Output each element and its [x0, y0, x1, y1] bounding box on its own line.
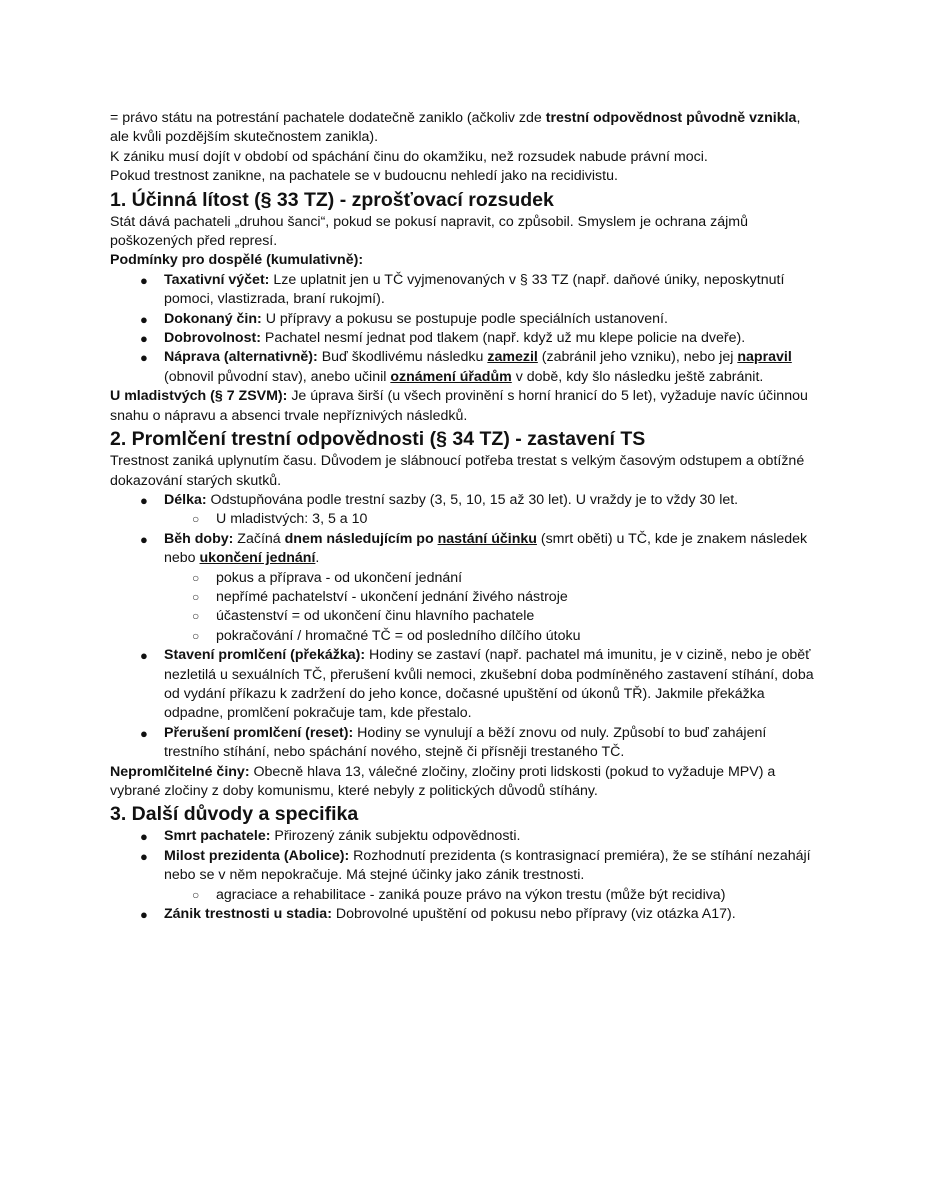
list-item: [110, 348, 822, 387]
item-text: Rozhodnutí prezidenta (s kontrasignací premiéra), že se stíhání nezahájí nebo se v něm nepokračuje. Má stejné účinky jako zánik trestnosti.: [164, 847, 811, 884]
underlined-term: ukončení jednání: [199, 550, 316, 567]
juveniles-text: Je úprava širší (u všech provinění s horní hranicí do 5 let), vyžaduje navíc účinnou snahu o nápravu a absenci trvale nepříznivých následků.: [110, 388, 808, 424]
section-2-description: Trestnost zaniká uplynutím času. Důvodem je slábnoucí potřeba trestat s velkým časovým odstupem a obtížné dokazování starých skutků.: [110, 453, 805, 489]
list-item: [110, 905, 822, 924]
bullet-icon: ●: [140, 907, 148, 923]
section-3-heading: 3. Další důvody a specifika: [110, 803, 359, 826]
item-text: Pachatel nesmí jednat pod tlakem (např. když už mu klepe policie na dveře).: [260, 330, 746, 347]
bullet-icon: ●: [140, 311, 148, 327]
item-term: Náprava (alternativně):: [164, 349, 318, 366]
intro-line-2: K zániku musí dojít v období od spáchání činu do okamžiku, než rozsudek nabude právní moci.: [110, 148, 708, 165]
conditions-list: [110, 271, 822, 387]
item-text: Odstupňována podle trestní sazby (3, 5, 10, 15 až 30 let). U vraždy je to vždy 30 let.: [206, 491, 739, 508]
bullet-icon: ●: [140, 648, 148, 664]
item-term: Běh doby:: [164, 530, 234, 547]
list-item: [110, 827, 822, 846]
sub-list-item: [110, 510, 822, 529]
item-text: (obnovil původní stav), anebo učinil: [164, 368, 391, 385]
item-text: .: [315, 550, 320, 567]
sub-list: [164, 569, 822, 647]
item-text: U přípravy a pokusu se postupuje podle speciálních ustanovení.: [261, 310, 668, 327]
item-text: Dobrovolné upuštění od pokusu nebo přípravy (viz otázka A17).: [331, 906, 736, 923]
item-text: Hodiny se zastaví (např. pachatel má imunitu, je v cizině, nebo je oběť nezletilá u sexuálních TČ, přerušení kvůli nemoci, zkušební doba podmíněného zastavení stíhání, doba od vydání příkazu k zadržení do jeho konce, dočasné upuštění od úkonů TŘ). Jakmile překážka odpadne, promlčení pokračuje tam, kde přestalo.: [164, 647, 814, 722]
bold-text: dnem následujícím po: [284, 530, 438, 547]
other-reasons-list: [110, 827, 822, 924]
item-text: v době, kdy šlo následku ještě zabránit.: [511, 368, 764, 385]
bullet-icon: ●: [140, 331, 148, 347]
circle-bullet-icon: ○: [192, 887, 200, 902]
sub-item-text: agraciace a rehabilitace - zaniká pouze právo na výkon trestu (může být recidiva): [216, 886, 726, 903]
item-text: Začíná: [233, 530, 285, 547]
section-2-heading: 2. Promlčení trestní odpovědnosti (§ 34 TZ) - zastavení TS: [110, 428, 646, 451]
list-item: [110, 724, 822, 763]
sub-item-text: U mladistvých: 3, 5 a 10: [216, 511, 368, 528]
bullet-icon: ●: [140, 350, 148, 366]
bullet-icon: ●: [140, 829, 148, 845]
sub-item-text: nepřímé pachatelství - ukončení jednání živého nástroje: [216, 588, 568, 605]
imprescriptible-paragraph: [110, 763, 822, 802]
list-item: [110, 646, 822, 724]
item-text: Buď škodlivému následku: [317, 349, 488, 366]
bullet-icon: ●: [140, 272, 148, 288]
sub-item-text: účastenství = od ukončení činu hlavního pachatele: [216, 608, 535, 625]
intro-text-end: , ale kvůli pozdějším skutečnostem zanikla).: [110, 110, 801, 146]
item-text: (smrt oběti) u TČ, kde je znakem následek nebo: [164, 530, 808, 567]
circle-bullet-icon: ○: [192, 512, 200, 527]
conditions-title-text: Podmínky pro dospělé (kumulativně):: [110, 252, 364, 269]
bullet-icon: ●: [140, 531, 148, 547]
document-content: [110, 109, 822, 924]
item-term: Zánik trestnosti u stadia:: [164, 906, 332, 923]
limitation-list: [110, 491, 822, 763]
circle-bullet-icon: ○: [192, 609, 200, 624]
list-item: [110, 271, 822, 310]
item-term: Dokonaný čin:: [164, 310, 262, 327]
sub-list-item: [110, 569, 822, 588]
underlined-term: nastání účinku: [437, 530, 537, 547]
item-term: Přerušení promlčení (reset):: [164, 724, 354, 741]
sub-list: [164, 886, 822, 905]
imprescriptible-term: Nepromlčitelné činy:: [110, 763, 250, 780]
underlined-term: oznámení úřadům: [390, 368, 512, 385]
list-item: [110, 310, 822, 329]
sub-list-item: [110, 627, 822, 646]
sub-item-text: pokračování / hromačné TČ = od posledního dílčího útoku: [216, 627, 581, 644]
intro-paragraph: [110, 109, 822, 148]
bullet-icon: ●: [140, 848, 148, 864]
section-1-heading: 1. Účinná lítost (§ 33 TZ) - zprošťovací rozsudek: [110, 188, 554, 211]
circle-bullet-icon: ○: [192, 570, 200, 585]
item-term: Smrt pachatele:: [164, 828, 271, 845]
sub-item-text: pokus a příprava - od ukončení jednání: [216, 569, 463, 586]
section-1-description: Stát dává pachateli „druhou šanci“, pokud se pokusí napravit, co způsobil. Smyslem je ochrana zájmů poškozených před represí.: [110, 213, 748, 250]
sub-list-item: [110, 886, 822, 905]
list-item: [110, 847, 822, 905]
juveniles-term: U mladistvých (§ 7 ZSVM):: [110, 388, 288, 405]
item-text: Hodiny se vynulují a běží znovu od nuly. Způsobí to buď zahájení trestního stíhání, nebo spáchání nového, stejně či přísněji trestaného TČ.: [164, 724, 767, 761]
intro-text: = právo státu na potrestání pachatele dodatečně zaniklo (ačkoliv zde: [110, 110, 546, 126]
circle-bullet-icon: ○: [192, 589, 200, 604]
underlined-term: zamezil: [487, 349, 538, 366]
list-item: [110, 491, 822, 530]
juveniles-paragraph: [110, 387, 822, 426]
intro-bold: trestní odpovědnost původně vznikla: [545, 110, 797, 126]
item-text: Lze uplatnit jen u TČ vyjmenovaných v § 33 TZ (např. daňové úniky, neposkytnutí pomoci, vlastizrada, braní rukojmí).: [164, 271, 785, 308]
list-item: [110, 329, 822, 348]
item-text: (zabránil jeho vzniku), nebo jej: [537, 349, 738, 366]
item-term: Stavení promlčení (překážka):: [164, 647, 366, 664]
bullet-icon: ●: [140, 725, 148, 741]
imprescriptible-text: Obecně hlava 13, válečné zločiny, zločiny proti lidskosti (pokud to vyžaduje MPV) a vybrané zločiny z doby komunismu, které nebyly z politických důvodů stíhány.: [110, 763, 776, 799]
conditions-title: [110, 251, 822, 270]
item-term: Dobrovolnost:: [164, 330, 261, 347]
underlined-term: napravil: [737, 349, 792, 366]
sub-list-item: [110, 607, 822, 626]
item-term: Milost prezidenta (Abolice):: [164, 847, 350, 864]
item-text: Přirozený zánik subjektu odpovědnosti.: [270, 828, 521, 845]
item-term: Taxativní výčet:: [164, 271, 270, 288]
list-item: [110, 530, 822, 646]
circle-bullet-icon: ○: [192, 628, 200, 643]
bullet-icon: ●: [140, 492, 148, 508]
sub-list: [164, 510, 822, 529]
item-term: Délka:: [164, 491, 207, 508]
intro-line-3: Pokud trestnost zanikne, na pachatele se v budoucnu nehledí jako na recidivistu.: [110, 168, 618, 185]
sub-list-item: [110, 588, 822, 607]
